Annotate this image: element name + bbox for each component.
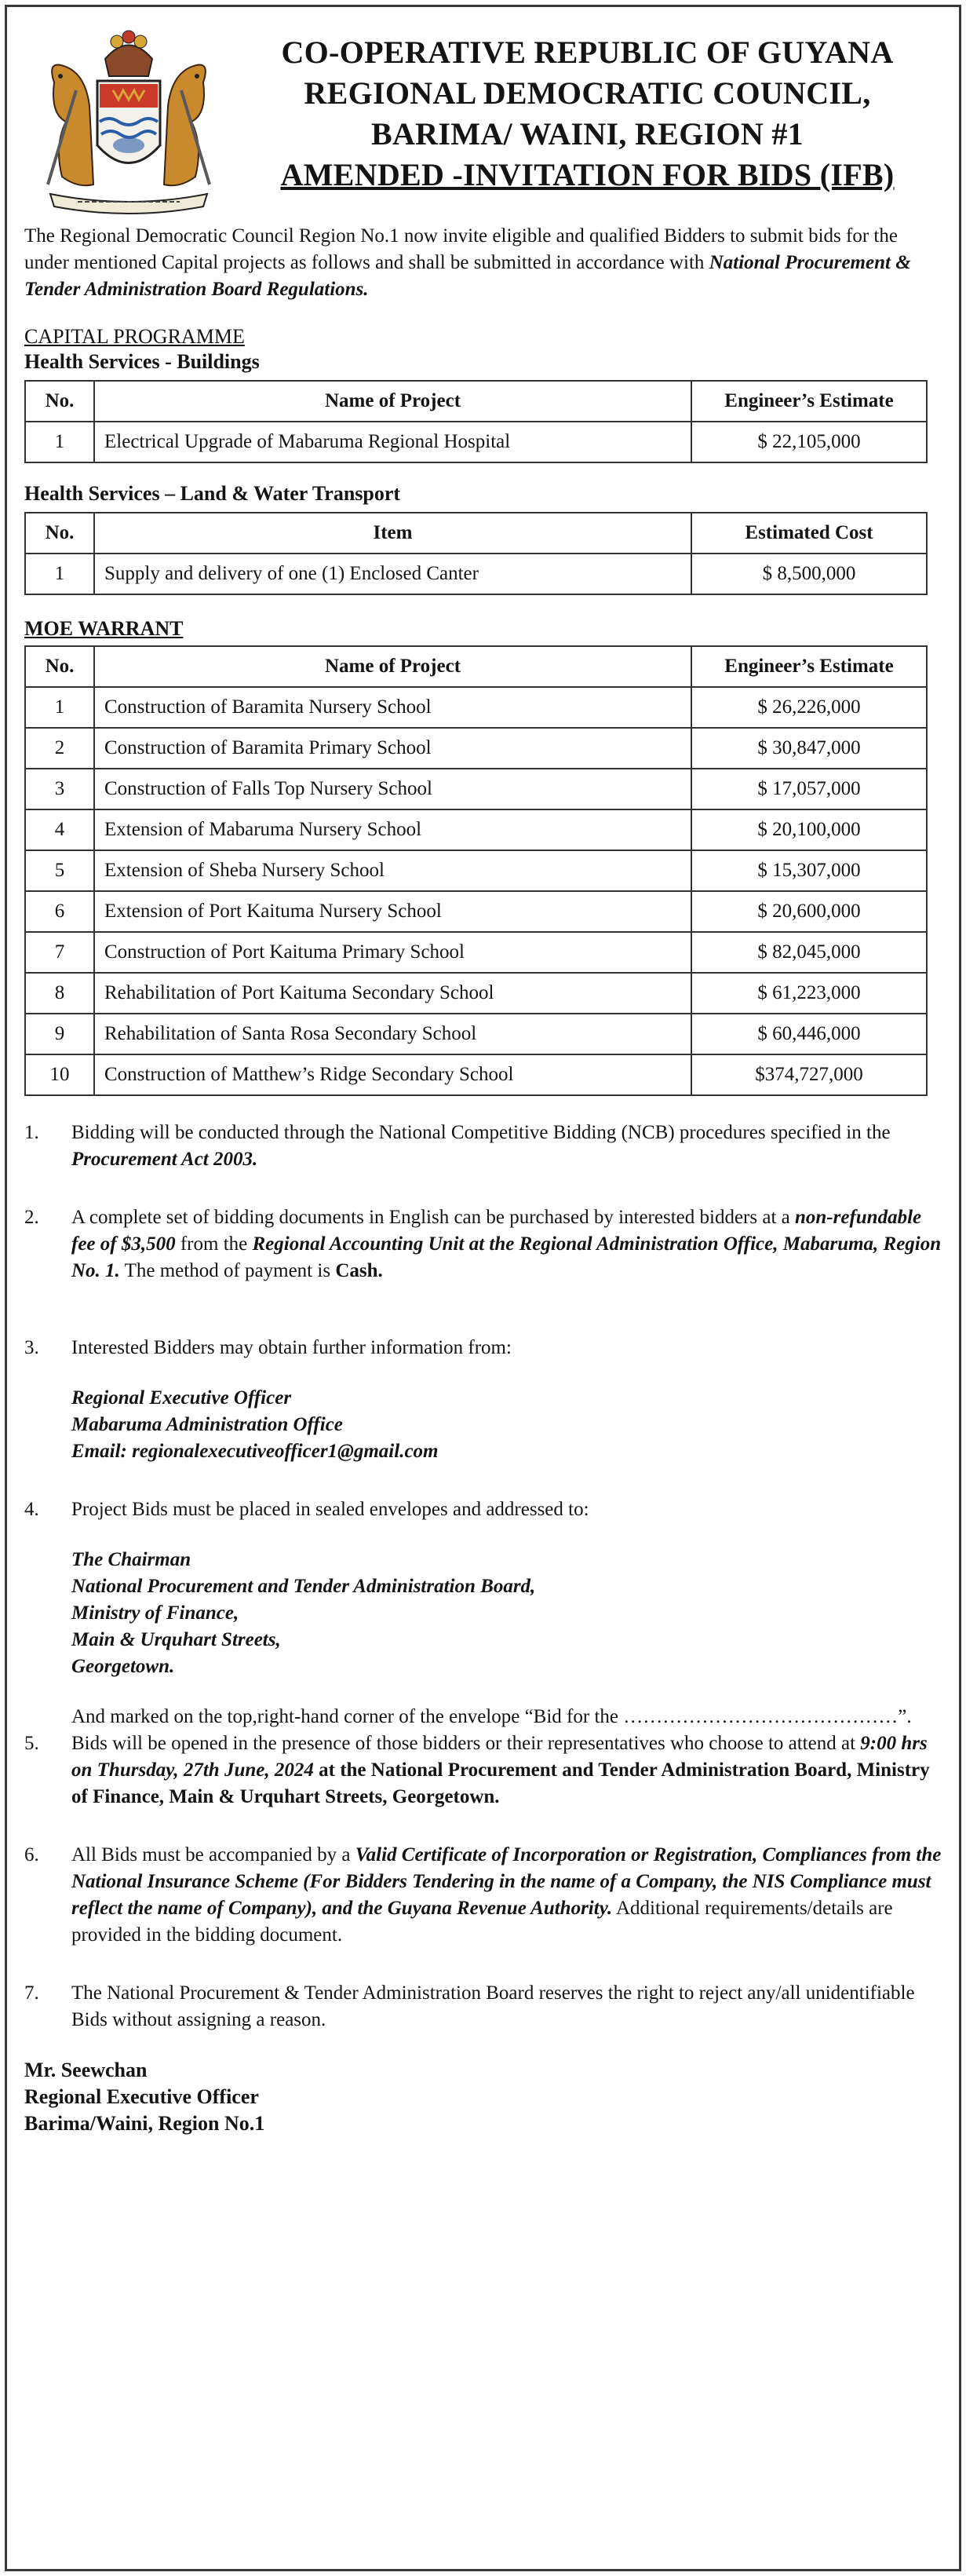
row-number: 1	[25, 554, 94, 594]
address-line: The Chairman	[71, 1549, 191, 1570]
address-line: Regional Executive Officer	[71, 1387, 292, 1409]
header-line-republic: CO-OPERATIVE REPUBLIC OF GUYANA	[281, 35, 894, 70]
moe-warrant-label: MOE WARRANT	[24, 617, 184, 640]
column-header: Engineer’s Estimate	[691, 381, 927, 422]
item-number: 2.	[24, 1207, 39, 1228]
item-text: Project Bids must be placed in sealed envelopes and addressed to:	[71, 1499, 589, 1520]
item-number: 3.	[24, 1337, 39, 1358]
row-number: 1	[25, 422, 94, 462]
payment-emphasis: Cash.	[335, 1260, 383, 1281]
item-number: 6.	[24, 1844, 39, 1865]
table-row	[25, 422, 927, 462]
project-name: Construction of Matthew’s Ridge Secondary School	[94, 1054, 691, 1095]
intro-text: The Regional Democratic Council Region No.1 now invite eligible and qualified Bidders to submit bids for the under mentioned Capital projects as follows and shall be submitted in accordance with	[24, 225, 898, 273]
delivery-address	[71, 1547, 946, 1680]
row-number: 5	[25, 850, 94, 891]
signatory-region: Barima/Waini, Region No.1	[24, 2112, 265, 2135]
address-line: Ministry of Finance,	[71, 1602, 239, 1624]
project-name: Construction of Baramita Nursery School	[94, 687, 691, 728]
table-row	[25, 850, 927, 891]
row-number: 7	[25, 932, 94, 973]
table-row	[25, 973, 927, 1014]
project-estimate: $374,727,000	[691, 1054, 927, 1095]
column-header: Name of Project	[94, 381, 691, 422]
intro-paragraph	[24, 223, 946, 303]
signatory-name: Mr. Seewchan	[24, 2059, 148, 2081]
header	[24, 24, 946, 217]
project-name: Construction of Falls Top Nursery School	[94, 769, 691, 809]
conditions-list	[24, 1120, 946, 2033]
list-item	[24, 1980, 946, 2033]
item-text: Bidding will be conducted through the National Competitive Bidding (NCB) procedures specified in the	[71, 1122, 891, 1143]
envelope-marking: And marked on the top,right-hand corner of the envelope “Bid for the ……………………………………”.	[71, 1706, 912, 1727]
intro-emphasis: National Procurement & Tender Administration Board Regulations.	[24, 252, 911, 300]
column-header: No.	[25, 513, 94, 554]
date-emphasis: 9:00 hrs on Thursday, 27th June, 2024	[71, 1733, 928, 1781]
fee-emphasis: non-refundable fee of $3,500	[71, 1207, 922, 1255]
office-emphasis: Regional Accounting Unit at the Regional Administration Office, Mabaruma, Region No. 1.	[71, 1233, 942, 1281]
list-item	[24, 1730, 946, 1811]
address-line: Mabaruma Administration Office	[71, 1414, 343, 1435]
notice-frame	[5, 5, 961, 2571]
table-row	[25, 932, 927, 973]
item-text: from the	[175, 1233, 253, 1255]
row-number: 10	[25, 1054, 94, 1095]
row-number: 6	[25, 891, 94, 932]
project-name: Extension of Sheba Nursery School	[94, 850, 691, 891]
table-header-row	[25, 381, 927, 422]
capital-programme-label: CAPITAL PROGRAMME	[24, 325, 245, 348]
list-item	[24, 1204, 946, 1284]
coat-of-arms-icon	[31, 27, 227, 216]
project-name: Extension of Mabaruma Nursery School	[94, 809, 691, 850]
buildings-table	[24, 380, 928, 463]
item-name: Supply and delivery of one (1) Enclosed Canter	[94, 554, 691, 594]
item-text: Interested Bidders may obtain further information from:	[71, 1337, 512, 1358]
contact-address	[71, 1385, 946, 1465]
column-header: Estimated Cost	[691, 513, 927, 554]
project-name: Rehabilitation of Santa Rosa Secondary School	[94, 1014, 691, 1054]
list-item	[24, 1842, 946, 1949]
project-estimate: $ 82,045,000	[691, 932, 927, 973]
buildings-heading: Health Services - Buildings	[24, 350, 260, 373]
item-number: 5.	[24, 1733, 39, 1754]
column-header: No.	[25, 646, 94, 687]
table-row	[25, 554, 927, 594]
project-estimate: $ 61,223,000	[691, 973, 927, 1014]
project-name: Construction of Port Kaituma Primary School	[94, 932, 691, 973]
row-number: 9	[25, 1014, 94, 1054]
project-name: Construction of Baramita Primary School	[94, 728, 691, 769]
item-text: The method of payment is	[119, 1260, 336, 1281]
header-line-council: REGIONAL DEMOCRATIC COUNCIL,	[304, 75, 871, 111]
transport-heading: Health Services – Land & Water Transport	[24, 482, 401, 505]
table-row	[25, 769, 927, 809]
transport-table	[24, 512, 928, 595]
row-number: 1	[25, 687, 94, 728]
column-header: No.	[25, 381, 94, 422]
header-titles	[232, 32, 942, 195]
address-line: Main & Urquhart Streets,	[71, 1629, 281, 1650]
item-text: Additional requirements/details are provided in the bidding document.	[71, 1898, 893, 1946]
project-estimate: $ 20,600,000	[691, 891, 927, 932]
item-number: 1.	[24, 1122, 39, 1143]
project-estimate: $ 20,100,000	[691, 809, 927, 850]
signatory-title: Regional Executive Officer	[24, 2085, 259, 2108]
table-row	[25, 1054, 927, 1095]
project-estimate: $ 15,307,000	[691, 850, 927, 891]
item-text: A complete set of bidding documents in English can be purchased by interested bidders at a	[71, 1207, 795, 1228]
column-header: Item	[94, 513, 691, 554]
table-row	[25, 809, 927, 850]
header-line-ifb: AMENDED -INVITATION FOR BIDS (IFB)	[280, 157, 895, 192]
table-row	[25, 687, 927, 728]
table-row	[25, 891, 927, 932]
address-line: National Procurement and Tender Administration Board,	[71, 1576, 536, 1597]
project-name: Rehabilitation of Port Kaituma Secondary School	[94, 973, 691, 1014]
list-item	[24, 1496, 946, 1730]
header-line-region: BARIMA/ WAINI, REGION #1	[371, 116, 804, 152]
address-line: Georgetown.	[71, 1656, 175, 1677]
venue-emphasis: at the National Procurement and Tender Administration Board, Ministry of Finance, Main & Urquhart Streets, Georgetown.	[71, 1759, 930, 1807]
item-number: 4.	[24, 1499, 39, 1520]
signoff-block	[24, 2057, 946, 2137]
project-estimate: $ 22,105,000	[691, 422, 927, 462]
notice-body	[24, 24, 946, 2137]
project-estimate: $ 17,057,000	[691, 769, 927, 809]
item-text: All Bids must be accompanied by a	[71, 1844, 355, 1865]
project-estimate: $ 26,226,000	[691, 687, 927, 728]
row-number: 3	[25, 769, 94, 809]
item-text: Bids will be opened in the presence of those bidders or their representatives who choose to attend at	[71, 1733, 861, 1754]
item-text: The National Procurement & Tender Administration Board reserves the right to reject any/all unidentifiable Bids without assigning a reason.	[71, 1982, 915, 2030]
capital-programme-block	[24, 325, 946, 375]
table-header-row	[25, 513, 927, 554]
item-number: 7.	[24, 1982, 39, 2004]
moe-warrant-table	[24, 645, 928, 1096]
row-number: 2	[25, 728, 94, 769]
table-header-row	[25, 646, 927, 687]
item-emphasis: Procurement Act 2003.	[71, 1149, 258, 1170]
row-number: 8	[25, 973, 94, 1014]
project-estimate: $ 60,446,000	[691, 1014, 927, 1054]
column-header: Name of Project	[94, 646, 691, 687]
project-name: Electrical Upgrade of Mabaruma Regional Hospital	[94, 422, 691, 462]
email-line: Email: regionalexecutiveofficer1@gmail.com	[71, 1441, 439, 1462]
list-item	[24, 1120, 946, 1173]
table-row	[25, 1014, 927, 1054]
project-estimate: $ 30,847,000	[691, 728, 927, 769]
project-name: Extension of Port Kaituma Nursery School	[94, 891, 691, 932]
requirements-emphasis: Valid Certificate of Incorporation or Registration, Compliances from the National Insurance Scheme (For Bidders Tendering in the name of a Company, the NIS Compliance must reflect the name of Company), and the Guyana Revenue Authority.	[71, 1844, 942, 1919]
row-number: 4	[25, 809, 94, 850]
column-header: Engineer’s Estimate	[691, 646, 927, 687]
item-cost: $ 8,500,000	[691, 554, 927, 594]
list-item	[24, 1335, 946, 1465]
table-row	[25, 728, 927, 769]
